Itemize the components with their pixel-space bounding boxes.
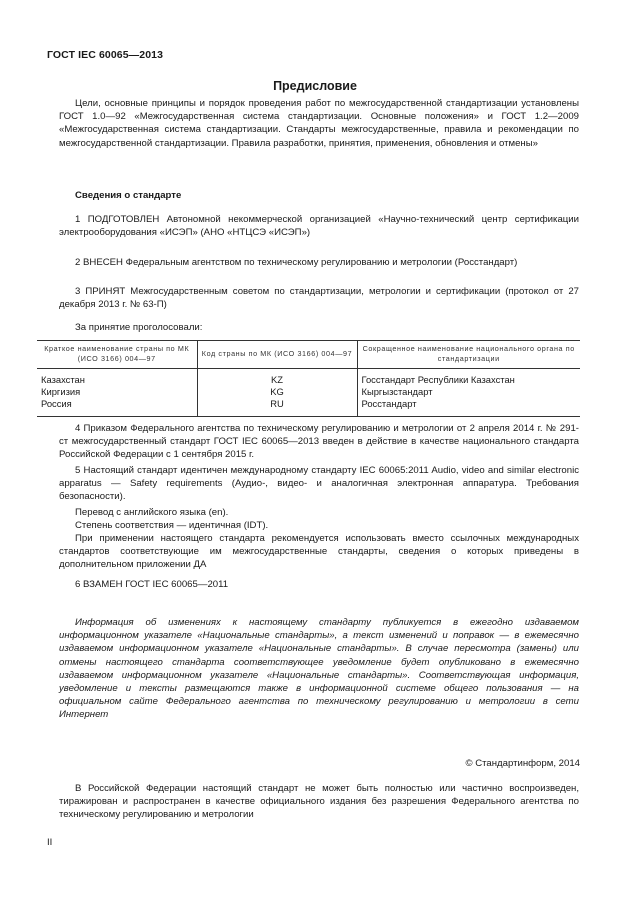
- intro-text: Цели, основные принципы и порядок проведения работ по межгосударственной стандартизации установлены ГОСТ 1.0—92 «Межгосударственная система стандартизации. Основные положения» и ГОСТ 1.2—2009 «Межгосударственная система стандартизации. Стандарты межгосударственные, правила и рекомендации по межгосударственной стандартизации. Правила разработки, принятия, применения, обновления и отмены»: [59, 98, 579, 149]
- country-cell: Казахстан: [41, 374, 85, 385]
- col-code: Код страны по МК (ИСО 3166) 004—97: [197, 341, 357, 369]
- item-3-text: 3 ПРИНЯТ Межгосударственным советом по стандартизации, метрологии и сертификации (протокол от 27 декабря 2013 г. № 63-П): [59, 286, 579, 311]
- item-5-degree: Степень соответствия — идентичная (IDT).: [75, 520, 269, 531]
- item-5-note: [59, 532, 579, 572]
- item-1: [59, 213, 579, 239]
- country-cell: Россия: [37, 398, 197, 417]
- item-4: [59, 422, 579, 462]
- item-4-text: 4 Приказом Федерального агентства по техническому регулированию и метрологии от 2 апреля 2014 г. № 291-ст межгосударственный стандарт ГОСТ IEC 60065—2013 введен в действие в качестве национального стандарта Российской Федерации с 1 сентября 2015 г.: [59, 423, 579, 461]
- country-cell: Киргизия: [41, 386, 81, 397]
- table-row: [37, 398, 580, 417]
- body-cell: Росстандарт: [357, 398, 580, 417]
- item-2: [59, 256, 579, 269]
- rights-notice-text: В Российской Федерации настоящий стандарт не может быть полностью или частично воспроизведен, тиражирован и распространен в качестве официального издания без разрешения Федерального агентства по техническому регулированию и метрологии: [59, 783, 579, 821]
- item-2-text: 2 ВНЕСЕН Федеральным агентством по техническому регулированию и метрологии (Росстандарт): [75, 257, 518, 268]
- copyright: © Стандартинформ, 2014: [465, 758, 580, 769]
- item-6: 6 ВЗАМЕН ГОСТ IEC 60065—2011: [75, 579, 229, 590]
- votes-caption: За принятие проголосовали:: [75, 322, 203, 333]
- document-header: ГОСТ IEC 60065—2013: [47, 49, 164, 61]
- item-5: [59, 464, 579, 504]
- col-body: Сокращенное наименование национального органа по стандартизации: [357, 341, 580, 369]
- table-row: [37, 369, 580, 387]
- item-3: [59, 285, 579, 311]
- code-cell: KG: [197, 386, 357, 398]
- item-5-text: 5 Настоящий стандарт идентичен международному стандарту IEC 60065:2011 Audio, video and similar electronic apparatus — Safety requirements (Аудио-, видео- и аналогичная электронная аппаратура. Требования безопасности).: [59, 465, 579, 503]
- table-row: [37, 386, 580, 398]
- page-number: II: [47, 837, 53, 848]
- page-title: Предисловие: [273, 79, 357, 93]
- code-cell: RU: [197, 398, 357, 417]
- info-notice-text: Информация об изменениях к настоящему стандарту публикуется в ежегодно издаваемом информационном указателе «Национальные стандарты», а текст изменений и поправок — в ежемесячно издаваемом информационном указателе «Национальные стандарты». В случае пересмотра (замены) или отмены настоящего стандарта соответствующее уведомление будет опубликовано в ежемесячно издаваемом информационном указателе «Национальные стандарты». Соответствующая информация, уведомление и тексты размещаются также в информационной системе общего пользования — на официальном сайте Федерального агентства по техническому регулированию и метрологии в сети Интернет: [59, 617, 579, 721]
- votes-table-header: [37, 341, 580, 369]
- body-cell: Госстандарт Республики Казахстан: [357, 369, 580, 387]
- rights-notice: [59, 782, 579, 822]
- body-cell: Кыргызстандарт: [357, 386, 580, 398]
- section-heading: Сведения о стандарте: [75, 190, 182, 201]
- intro-paragraph: [59, 97, 579, 150]
- item-5-translation: Перевод с английского языка (en).: [75, 507, 229, 518]
- votes-table: [37, 340, 580, 417]
- item-5-note-text: При применении настоящего стандарта рекомендуется использовать вместо ссылочных международных стандартов соответствующие им межгосударственные стандарты, сведения о которых приведены в дополнительном приложении ДА: [59, 533, 579, 571]
- code-cell: KZ: [197, 369, 357, 387]
- info-notice: [59, 616, 579, 722]
- item-1-text: 1 ПОДГОТОВЛЕН Автономной некоммерческой организацией «Научно-технический центр сертификации электрооборудования «ИСЭП» (АНО «НТЦСЭ «ИСЭП»): [59, 214, 579, 239]
- col-country: Краткое наименование страны по МК (ИСО 3166) 004—97: [37, 341, 197, 369]
